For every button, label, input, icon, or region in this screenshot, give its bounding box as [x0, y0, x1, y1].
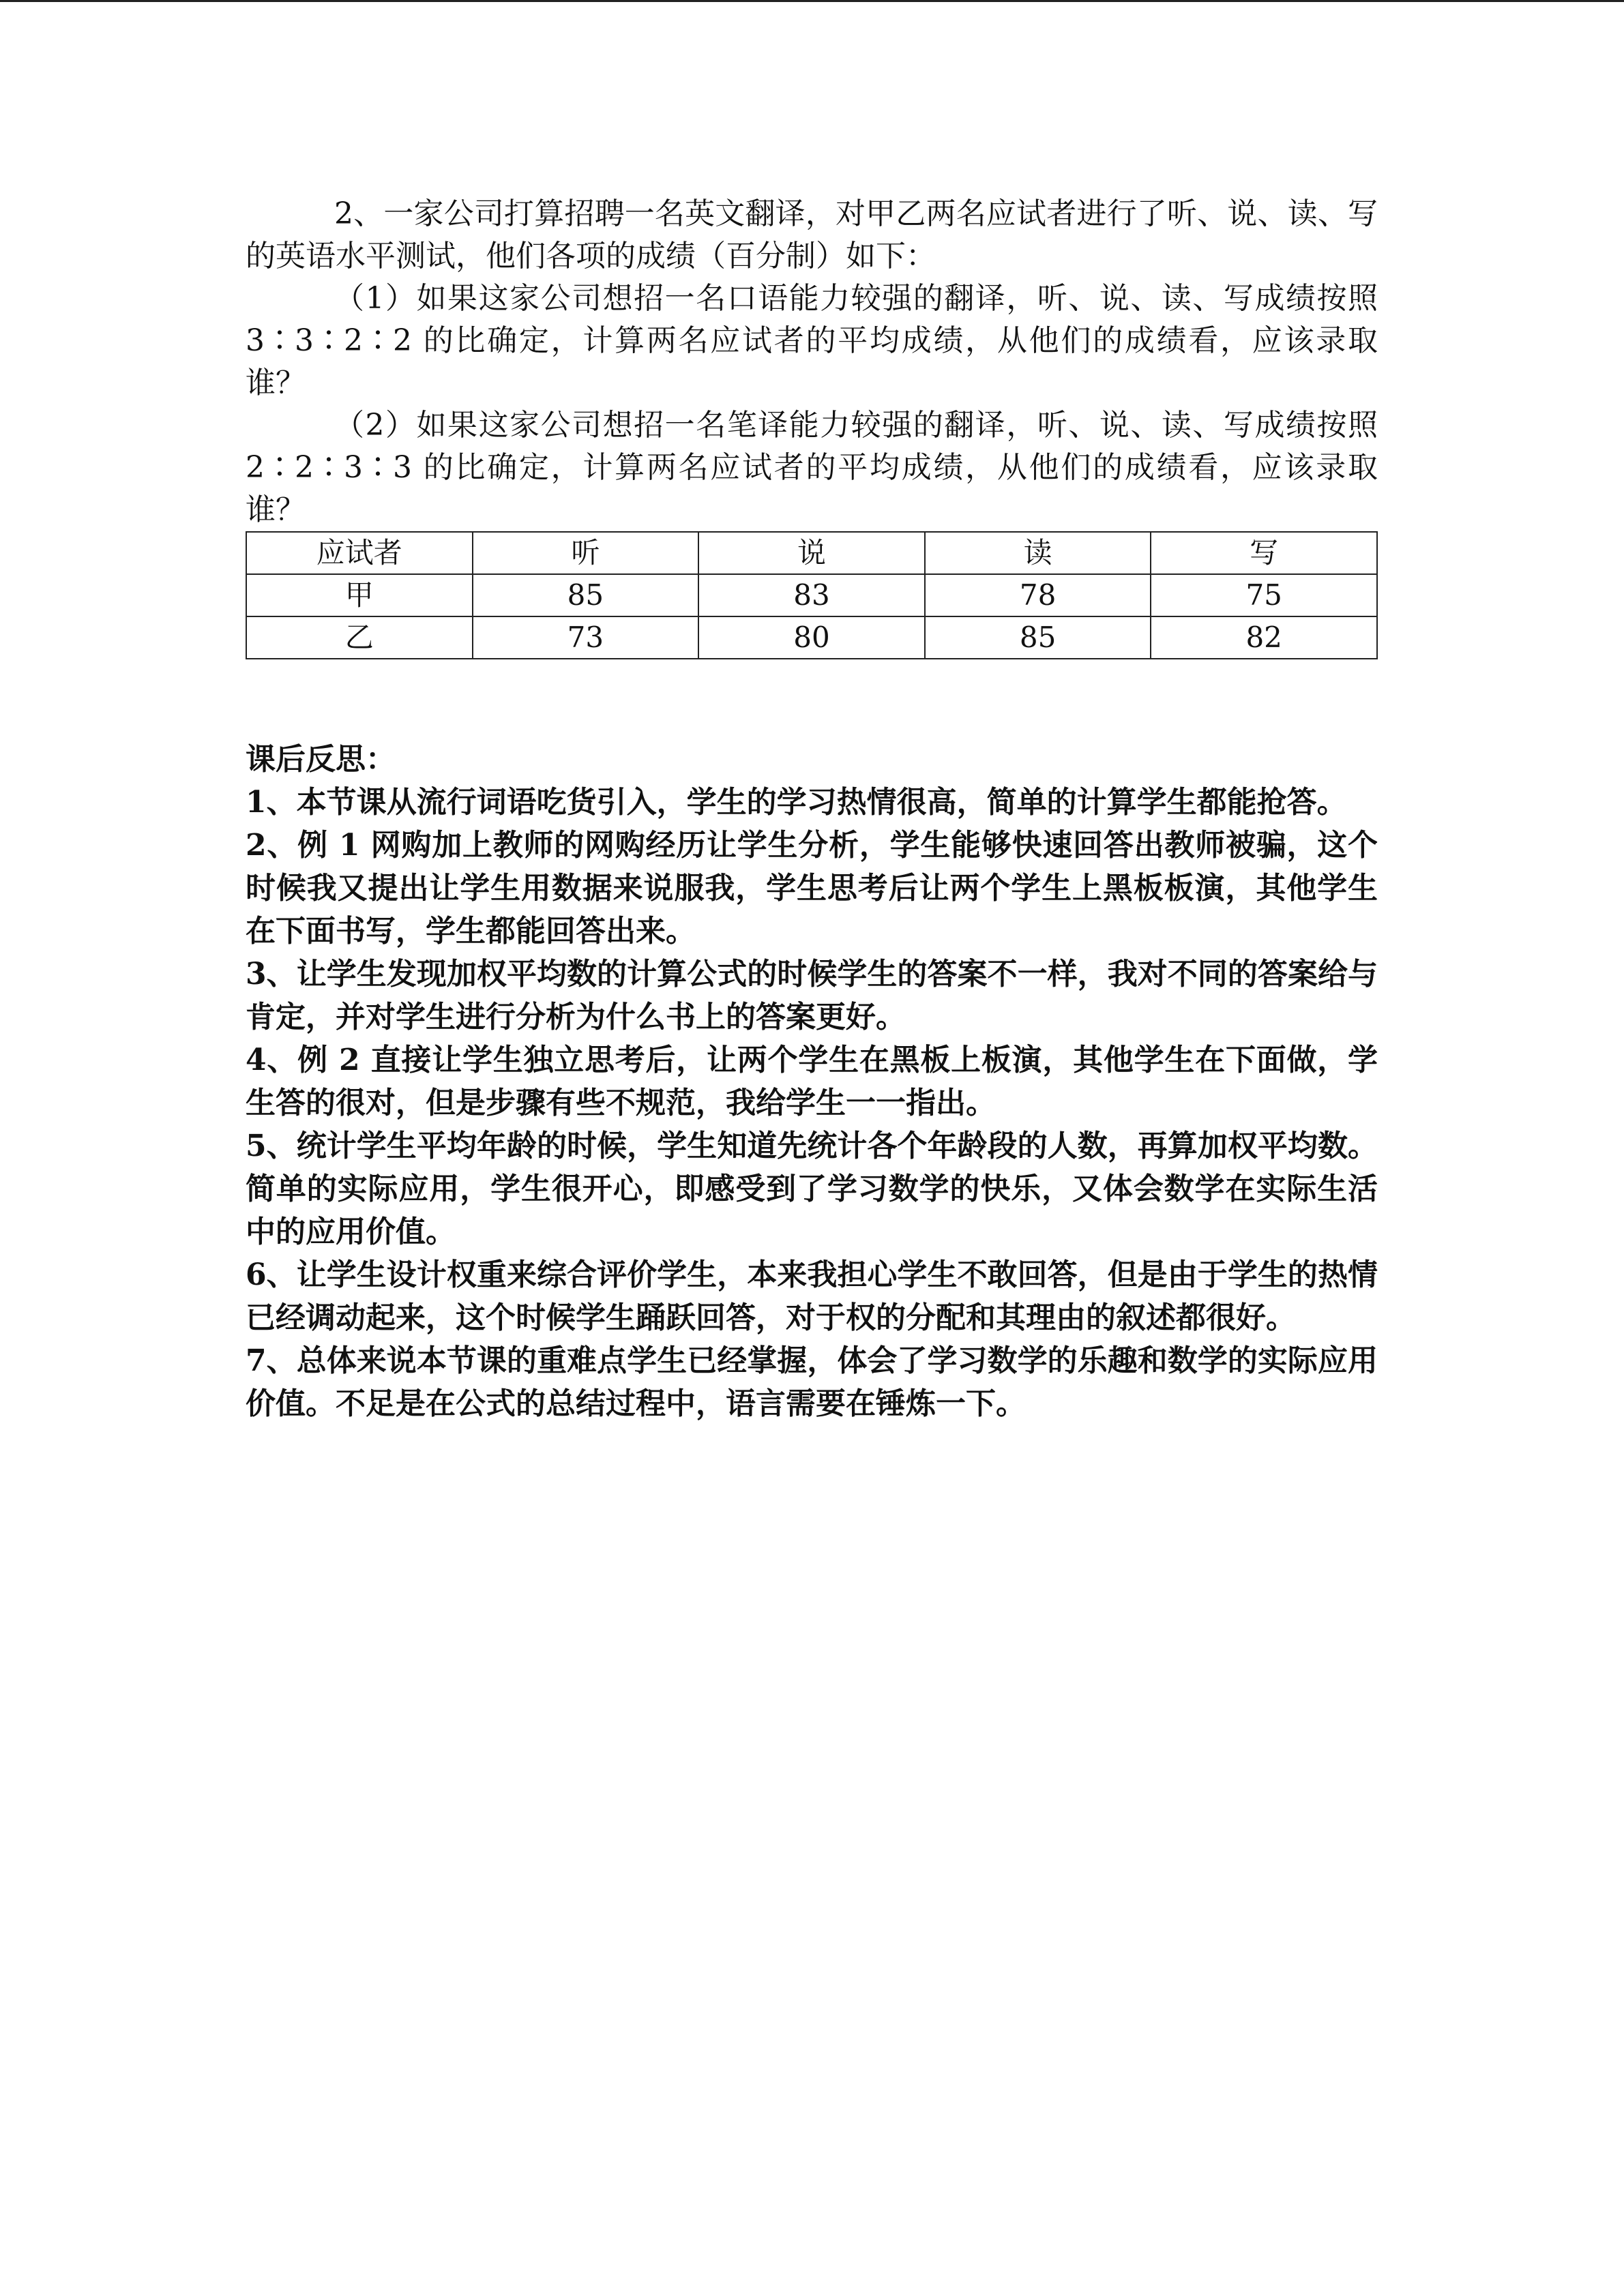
reflection-item: 2、例 1 网购加上教师的网购经历让学生分析，学生能够快速回答出教师被骗，这个时候我又提出让学生用数据来说服我，学生思考后让两个学生上黑板板演，其他学生在下面书写，学生都能回答出来。 — [246, 828, 1378, 949]
page-content — [246, 193, 1378, 1425]
table-cell: 83 — [698, 574, 925, 616]
table-row — [246, 574, 1377, 616]
header-cell: 应试者 — [246, 532, 473, 574]
problem-section — [246, 193, 1378, 531]
reflection-item: 5、统计学生平均年龄的时候，学生知道先统计各个年龄段的人数，再算加权平均数。简单的实际应用，学生很开心，即感受到了学习数学的快乐，又体会数学在实际生活中的应用价值。 — [246, 1129, 1378, 1249]
table-cell: 75 — [1151, 574, 1377, 616]
table-cell: 乙 — [246, 616, 473, 659]
header-cell: 说 — [698, 532, 925, 574]
reflection-item: 4、例 2 直接让学生独立思考后，让两个学生在黑板上板演，其他学生在下面做，学生答的很对，但是步骤有些不规范，我给学生一一指出。 — [246, 1043, 1378, 1120]
reflection-section — [246, 738, 1378, 1425]
reflection-item: 1、本节课从流行词语吃货引入，学生的学习热情很高，简单的计算学生都能抢答。 — [246, 785, 1347, 820]
reflection-title: 课后反思： — [246, 742, 396, 777]
table-cell: 82 — [1151, 616, 1377, 659]
problem-question-1: （1）如果这家公司想招一名口语能力较强的翻译，听、说、读、写成绩按照 3∶3∶2∶2 的比确定，计算两名应试者的平均成绩，从他们的成绩看，应该录取谁？ — [246, 281, 1378, 400]
table-cell: 78 — [925, 574, 1151, 616]
header-cell: 读 — [925, 532, 1151, 574]
table-cell: 甲 — [246, 574, 473, 616]
table-cell: 85 — [925, 616, 1151, 659]
table-cell: 73 — [473, 616, 699, 659]
reflection-item: 7、总体来说本节课的重难点学生已经掌握，体会了学习数学的乐趣和数学的实际应用价值。不足是在公式的总结过程中，语言需要在锤炼一下。 — [246, 1343, 1378, 1421]
reflection-item: 3、让学生发现加权平均数的计算公式的时候学生的答案不一样，我对不同的答案给与肯定，并对学生进行分析为什么书上的答案更好。 — [246, 957, 1378, 1034]
table-row — [246, 616, 1377, 659]
table-cell: 80 — [698, 616, 925, 659]
table-cell: 85 — [473, 574, 699, 616]
table-header-row — [246, 532, 1377, 574]
page-top-border — [0, 0, 1624, 2]
reflection-item: 6、让学生设计权重来综合评价学生，本来我担心学生不敢回答，但是由于学生的热情已经调动起来，这个时候学生踊跃回答，对于权的分配和其理由的叙述都很好。 — [246, 1257, 1378, 1335]
problem-question-2: （2）如果这家公司想招一名笔译能力较强的翻译，听、说、读、写成绩按照 2∶2∶3∶3 的比确定，计算两名应试者的平均成绩，从他们的成绩看，应该录取谁？ — [246, 408, 1378, 527]
problem-intro: 2、一家公司打算招聘一名英文翻译，对甲乙两名应试者进行了听、说、读、写的英语水平测试，他们各项的成绩（百分制）如下： — [246, 196, 1378, 273]
header-cell: 听 — [473, 532, 699, 574]
header-cell: 写 — [1151, 532, 1377, 574]
score-table — [246, 531, 1378, 659]
